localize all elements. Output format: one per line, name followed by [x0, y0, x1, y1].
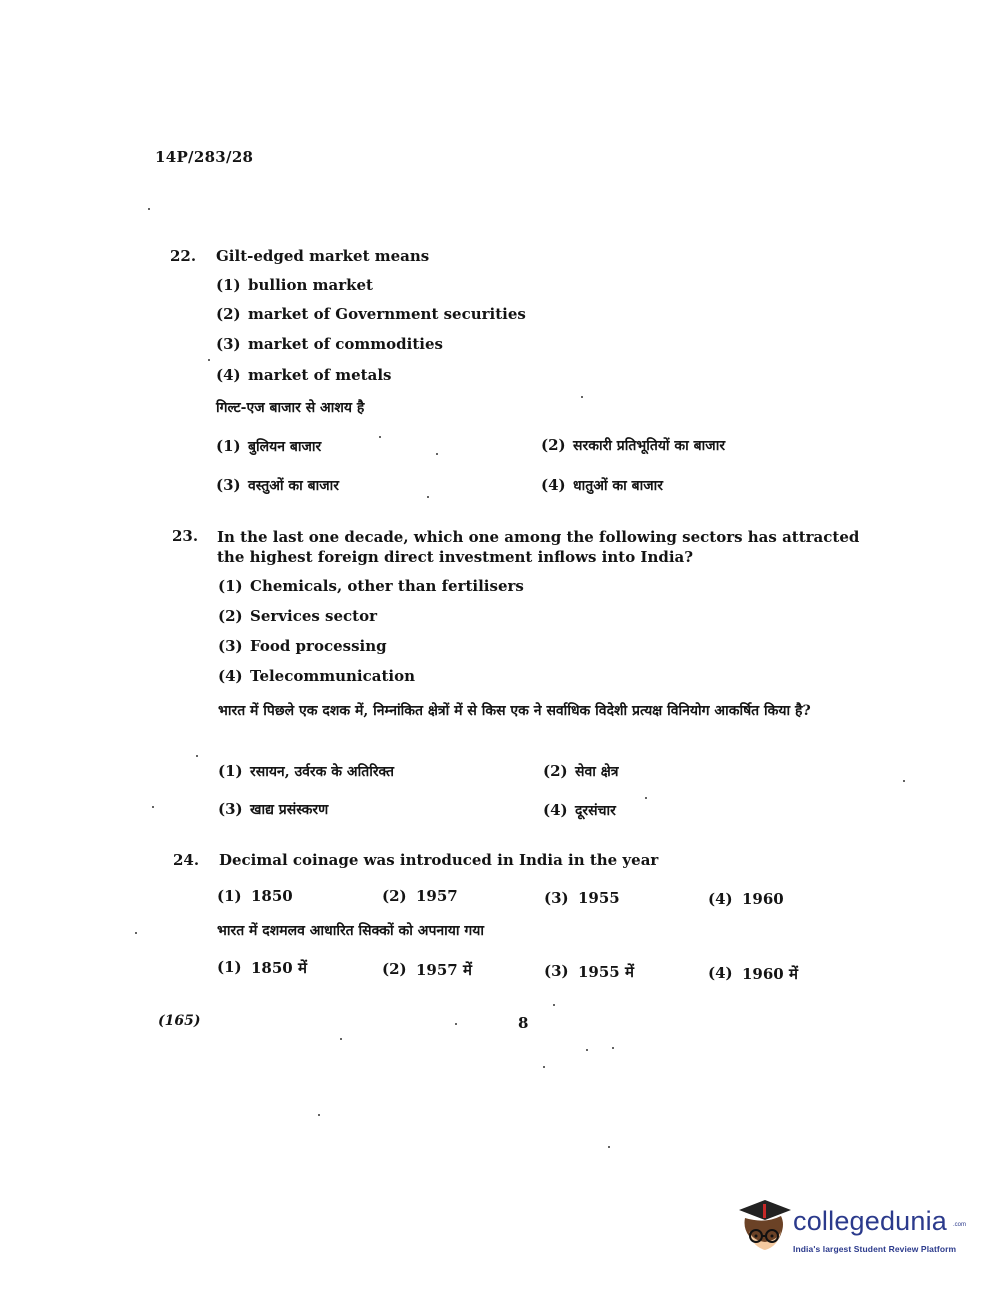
scan-speck	[581, 396, 583, 398]
scan-speck	[612, 1047, 614, 1049]
option-num: (1)	[217, 958, 242, 976]
scan-speck	[196, 755, 198, 757]
option-num: (2)	[382, 960, 407, 978]
option-num: (4)	[216, 366, 241, 384]
option-text: 1850	[251, 887, 293, 905]
option-num: (1)	[216, 437, 241, 455]
option-text: market of metals	[248, 366, 392, 384]
scan-speck	[152, 806, 154, 808]
scan-speck	[427, 496, 429, 498]
option-num: (2)	[382, 887, 407, 905]
question-text-hi: भारत में दशमलव आधारित सिक्कों को अपनाया गया	[217, 923, 485, 939]
option-num: (3)	[218, 800, 243, 818]
option-text: bullion market	[248, 276, 373, 294]
scan-speck	[208, 359, 210, 361]
option-num: (4)	[543, 801, 568, 819]
option-text: Chemicals, other than fertilisers	[250, 577, 524, 595]
option-text: market of commodities	[248, 335, 443, 353]
option-text: Food processing	[250, 637, 387, 655]
option-text: market of Government securities	[248, 305, 526, 323]
option-text: 1955	[578, 889, 620, 907]
option-num: (2)	[216, 305, 241, 323]
logo-tagline: India's largest Student Review Platform	[793, 1244, 957, 1254]
question-text-en: Gilt-edged market means	[216, 247, 430, 265]
option-num: (2)	[218, 607, 243, 625]
option-num: (2)	[543, 762, 568, 780]
option-text-hi: धातुओं का बाजार	[573, 478, 664, 494]
option-num: (3)	[544, 962, 569, 980]
scan-speck	[148, 208, 150, 210]
option-text-hi: दूरसंचार	[575, 803, 616, 819]
scan-speck	[608, 1146, 610, 1148]
page-number: 8	[518, 1014, 529, 1032]
option-text-hi: खाद्य प्रसंस्करण	[250, 802, 329, 818]
option-text: 1957	[416, 887, 458, 905]
question-text-hi: गिल्ट-एज बाजार से आशय है	[216, 400, 365, 416]
option-num: (3)	[544, 889, 569, 907]
footer-code: (165)	[158, 1013, 201, 1029]
question-text-en: Decimal coinage was introduced in India in the year	[219, 851, 659, 869]
option-text: Services sector	[250, 607, 377, 625]
option-num: (3)	[216, 335, 241, 353]
option-text-hi: सरकारी प्रतिभूतियों का बाजार	[573, 438, 726, 454]
question-number: 24.	[173, 851, 200, 869]
scan-speck	[903, 780, 905, 782]
option-text-hi: रसायन, उर्वरक के अतिरिक्त	[250, 764, 395, 780]
question-number: 22.	[170, 247, 197, 265]
option-num: (4)	[541, 476, 566, 494]
scan-speck	[586, 1049, 588, 1051]
scan-speck	[455, 1023, 457, 1025]
scan-speck	[340, 1038, 342, 1040]
paper-code: 14P/283/28	[155, 148, 254, 166]
question-text-en: In the last one decade, which one among the following sectors has attracted the highest foreign direct investment inflows into India?	[217, 528, 860, 566]
option-num: (1)	[217, 887, 242, 905]
option-text-hi: 1850 में	[251, 959, 307, 977]
scan-speck	[645, 797, 647, 799]
option-num: (4)	[708, 890, 733, 908]
collegedunia-logo	[735, 1196, 965, 1260]
option-num: (4)	[708, 964, 733, 982]
scan-speck	[318, 1114, 320, 1116]
question-number: 23.	[172, 527, 199, 545]
logo-domain-suffix: .com	[953, 1222, 967, 1228]
scan-speck	[135, 932, 137, 934]
option-num: (3)	[216, 476, 241, 494]
option-num: (1)	[218, 577, 243, 595]
question-text-hi: भारत में पिछले एक दशक में, निम्नांकित क्षेत्रों में से किस एक ने सर्वाधिक विदेशी प्रत्यक्ष विनियोग आकर्षित किया है?	[218, 703, 811, 719]
option-text-hi: 1955 में	[578, 963, 634, 981]
option-text-hi: 1957 में	[416, 961, 472, 979]
option-num: (1)	[218, 762, 243, 780]
student-mascot-icon	[735, 1196, 793, 1258]
option-num: (4)	[218, 667, 243, 685]
scan-speck	[436, 453, 438, 455]
option-text: 1960	[742, 890, 784, 908]
option-text-hi: सेवा क्षेत्र	[575, 764, 619, 780]
option-num: (1)	[216, 276, 241, 294]
option-num: (2)	[541, 436, 566, 454]
option-text-hi: वस्तुओं का बाजार	[248, 478, 340, 494]
option-num: (3)	[218, 637, 243, 655]
scan-speck	[553, 1004, 555, 1006]
option-text-hi: बुलियन बाजार	[248, 439, 322, 455]
scan-speck	[379, 436, 381, 438]
logo-wordmark: collegedunia	[793, 1206, 948, 1236]
option-text: Telecommunication	[250, 667, 416, 685]
option-text-hi: 1960 में	[742, 965, 798, 983]
scan-speck	[543, 1066, 545, 1068]
